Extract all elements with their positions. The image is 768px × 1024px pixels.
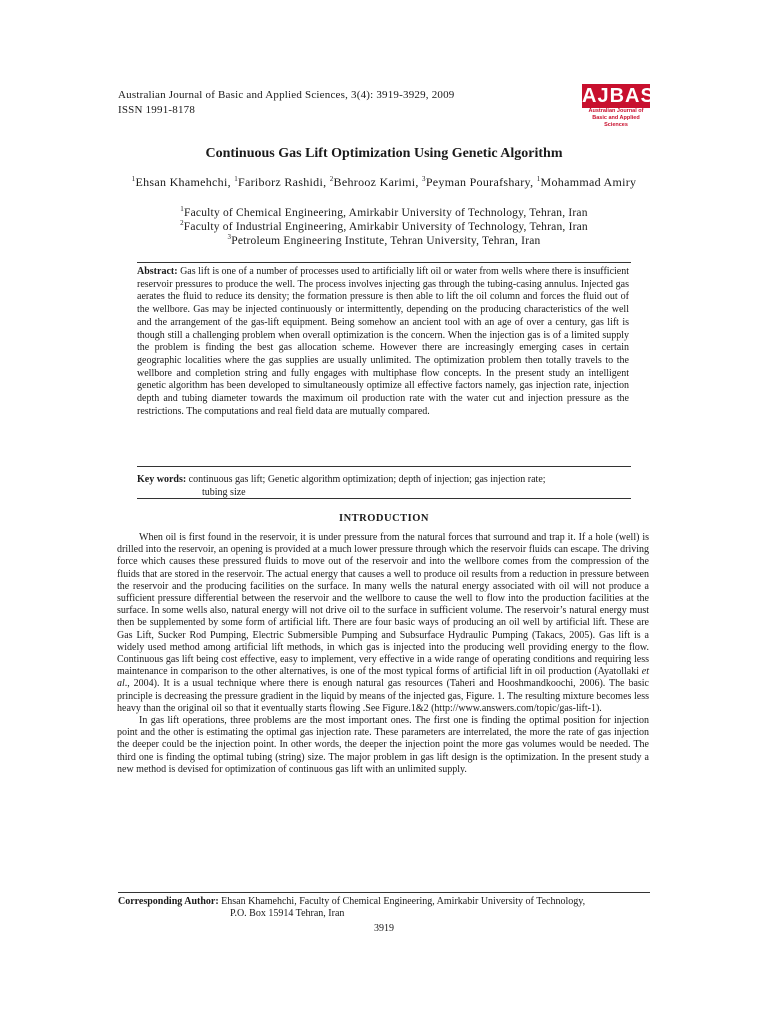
- paper-title: Continuous Gas Lift Optimization Using Genetic Algorithm: [205, 146, 563, 161]
- introduction-body: [117, 532, 649, 776]
- paragraph-1: [117, 532, 649, 715]
- abstract: [137, 266, 629, 418]
- affiliation-sup: 1: [180, 205, 184, 214]
- author-name: Behrooz Karimi,: [333, 175, 422, 189]
- keywords: [137, 474, 631, 499]
- keywords-line-2: tubing size: [202, 486, 246, 498]
- author-list: [0, 175, 768, 190]
- author-affil-sup: 1: [536, 175, 541, 183]
- affiliation-text: Faculty of Chemical Engineering, Amirkabir University of Technology, Tehran, Iran: [184, 207, 588, 219]
- paragraph-1-part-b: ., 2004). It is a usual technique where there is enough natural gas resources (Taheri and Hooshmandkoochi, 2006). The basic principle is decreasing the pressure gradient in the liquid by means of the injected gas, Figure. 1. The resulting mixture becomes less heavy than the original oil so that it eventually starts flowing .See Figure.1&2 (http://www.answers.com/topic/gas-lift-1).: [117, 678, 649, 714]
- journal-issn: ISSN 1991-8178: [118, 104, 196, 116]
- paragraph-1-part-a: When oil is first found in the reservoir, it is under pressure from the natural forces that surround and trap it. If a hole (well) is drilled into the reservoir, an opening is provided at a much lower pressure through which the reservoir fluids can escape. The driving force which causes these pressured fluids to move out of the reservoir and into the wellbore comes from the compression of the fluids that are stored in the reservoir. The actual energy that causes a well to produce oil results from a reduction in pressure between the reservoir and the producing facilities on the surface. In many wells the natural energy associated with oil will not produce a sufficient pressure differential between the reservoir and the wellbore to cause the well to flow into the production facilities at the surface. In some wells also, natural energy will not drive oil to the surface in sufficient volume. The reservoir’s natural energy must then be supplemented by some form of artificial lift. There are four basic ways of producing an oil well by artificial lift. These are Gas Lift, Sucker Rod Pumping, Electric Submersible Pumping and Subsurface Hydraulic Pumping (Takacs, 2005). Gas lift is a widely used method among artificial lift methods, in which gas is injected into the producing well providing energy to the flow. Continuous gas lift being cost effective, easy to implement, very effective in a wide range of operating conditions and requiring less maintenance in comparison to the other alternatives, is one of the most typical forms of artificial lift in oil production (Ayatollaki: [117, 532, 649, 678]
- author-affil-sup: 1: [234, 175, 238, 183]
- corresponding-line-1: Ehsan Khamehchi, Faculty of Chemical Engineering, Amirkabir University of Technology,: [218, 896, 586, 907]
- paragraph-2: In gas lift operations, three problems are the most important ones. The first one is finding the optimal position for injection point and the other is estimating the optimal gas injection rate. These parameters are interrelated, the more the rate of gas injection the deeper could be the injection point. In other words, the deeper the injection point the more gas volumes would be needed. The third one is finding the optimal tubing (string) size. The major problem in gas lift design is the optimization. In the present study a new method is devised for optimization of continuous gas lift with an unlimited supply.: [117, 715, 649, 775]
- logo-subtitle-2: Basic and Applied Sciences: [592, 115, 640, 128]
- logo-subtitle-1: Australian Journal of: [588, 108, 644, 114]
- author-name: Fariborz Rashidi,: [238, 175, 330, 189]
- journal-logo: [582, 84, 655, 128]
- footnote-rule: [118, 892, 650, 893]
- affiliation-2: [0, 221, 768, 233]
- affiliation-sup: 3: [227, 233, 232, 242]
- page-number: 3919: [374, 923, 394, 934]
- abstract-text: Gas lift is one of a number of processes used to artificially lift oil or water from wells where there is insufficient reservoir pressures to produce the well. The process involves injecting gas through the tubing-casing annulus. Injected gas aerates the fluid to reduce its density; the formation pressure is then able to lift the oil column and forces the fluid out of the wellbore. Gas may be injected continuously or intermittently, depending on the producing characteristics of the well and the arrangement of the gas-lift equipment. Being somehow an ancient tool with an age of over a century, gas lift is though still a challenging problem when overall optimization is the concern. When the injection gas is of a limited supply the problem is finding the best gas allocation scheme. However there are increasingly emerging cases in certain geographic localities where the gas supplies are usually unlimited. The optimization problem then totally travels to the wellbore and completion string and fully engages with multiphase flow concepts. In the present study an intelligent genetic algorithm has been developed to simultaneously optimize all effective factors namely, gas injection rate, injection depth and tubing diameter towards the maximum oil production rate with the water cut and injection pressure as the restrictions. The computations and real field data are mutually compared.: [137, 266, 629, 417]
- keywords-line-1: continuous gas lift; Genetic algorithm optimization; depth of injection; gas injection rate;: [186, 474, 546, 485]
- affiliation-text: Petroleum Engineering Institute, Tehran University, Tehran, Iran: [231, 235, 541, 247]
- abstract-bottom-rule: [137, 466, 631, 467]
- corresponding-line-2: P.O. Box 15914 Tehran, Iran: [230, 908, 345, 919]
- journal-citation: Australian Journal of Basic and Applied Sciences, 3(4): 3919-3929, 2009: [118, 89, 455, 101]
- affiliation-3: [0, 235, 768, 247]
- journal-header: [118, 88, 455, 118]
- corresponding-author: [118, 896, 650, 920]
- abstract-top-rule: [137, 262, 631, 263]
- abstract-label: Abstract:: [137, 266, 178, 277]
- paragraph-1-italic: et al: [117, 666, 649, 690]
- logo-mark: AJBAS: [582, 85, 655, 107]
- affiliation-text: Faculty of Industrial Engineering, Amirkabir University of Technology, Tehran, Iran: [183, 221, 588, 233]
- affiliation-sup: 2: [180, 219, 184, 228]
- author-affil-sup: 3: [422, 175, 426, 183]
- keywords-bottom-rule: [137, 498, 631, 499]
- corresponding-label: Corresponding Author:: [118, 896, 219, 907]
- author-name: Mohammad Amiry: [540, 175, 637, 189]
- author-name: Peyman Pourafshary,: [425, 175, 537, 189]
- author-name: Ehsan Khamehchi,: [135, 175, 235, 189]
- author-affil-sup: 2: [329, 175, 334, 183]
- author-affil-sup: 1: [131, 175, 136, 183]
- affiliation-1: [0, 207, 768, 219]
- section-heading-introduction: INTRODUCTION: [338, 513, 429, 524]
- keywords-label: Key words:: [137, 474, 187, 485]
